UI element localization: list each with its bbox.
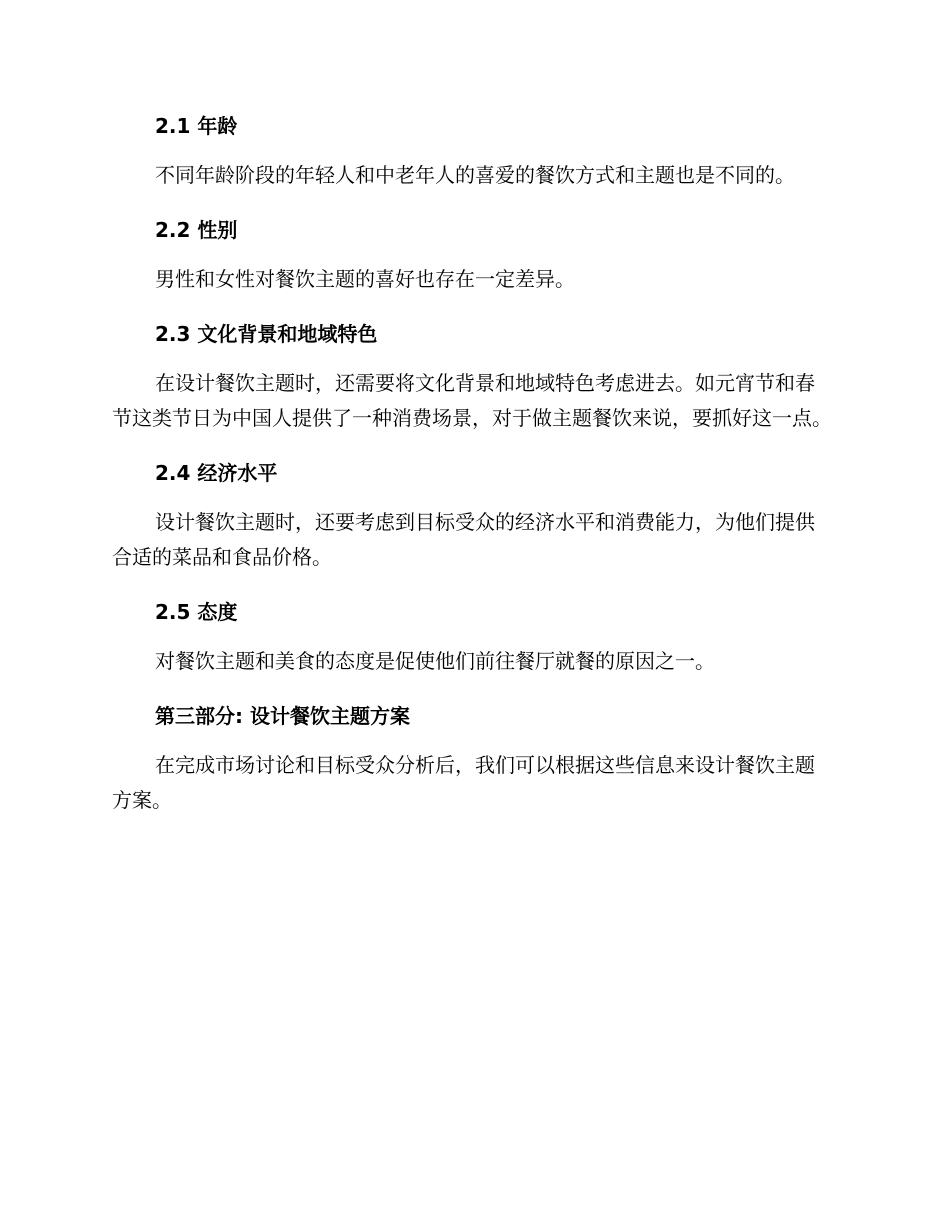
section-heading-part-three: 第三部分: 设计餐饮主题方案 bbox=[155, 704, 410, 728]
section-heading-age: 2.1 年龄 bbox=[155, 114, 238, 138]
section-body-economy: 设计餐饮主题时，还要考虑到目标受众的经济水平和消费能力，为他们提供合适的菜品和食品价格。 bbox=[112, 510, 815, 569]
section-body-part-three: 在完成市场讨论和目标受众分析后，我们可以根据这些信息来设计餐饮主题方案。 bbox=[112, 753, 815, 812]
section-body-age: 不同年龄阶段的年轻人和中老年人的喜爱的餐饮方式和主题也是不同的。 bbox=[155, 163, 795, 187]
section-body-culture: 在设计餐饮主题时，还需要将文化背景和地域特色考虑进去。如元宵节和春节这类节日为中国人提供了一种消费场景，对于做主题餐饮来说，要抓好这一点。 bbox=[112, 371, 832, 430]
section-body-attitude: 对餐饮主题和美食的态度是促使他们前往餐厅就餐的原因之一。 bbox=[155, 649, 715, 673]
section-heading-economy: 2.4 经济水平 bbox=[155, 461, 278, 485]
section-heading-attitude: 2.5 态度 bbox=[155, 600, 238, 624]
section-heading-culture: 2.3 文化背景和地域特色 bbox=[155, 322, 378, 346]
section-body-gender: 男性和女性对餐饮主题的喜好也存在一定差异。 bbox=[155, 267, 575, 291]
document-content bbox=[112, 113, 832, 818]
section-heading-gender: 2.2 性别 bbox=[155, 218, 238, 242]
